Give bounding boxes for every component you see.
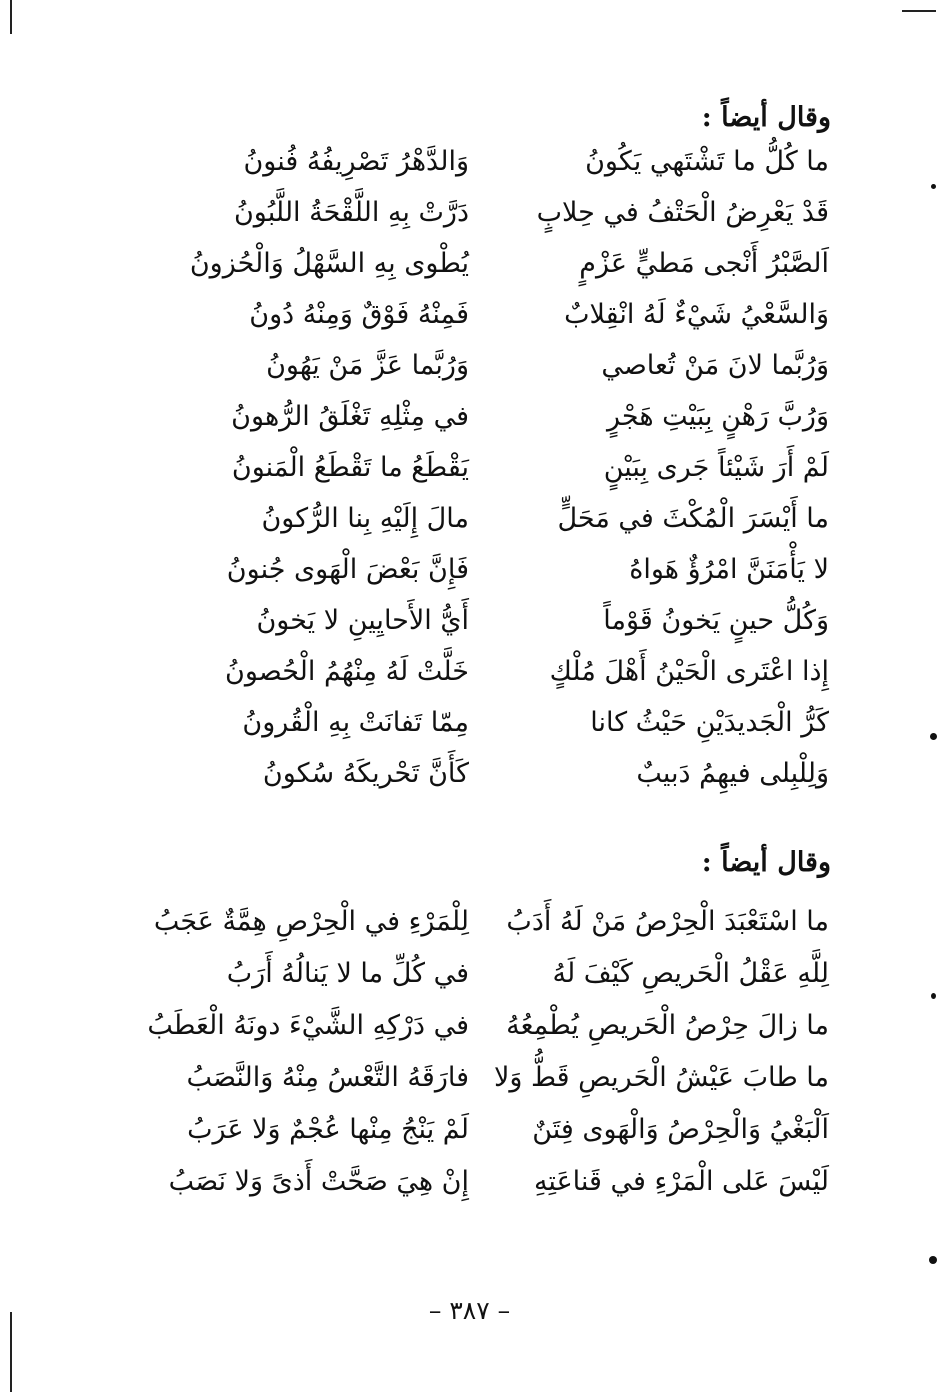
verse (0, 954, 939, 994)
page-edge-line-top-left (10, 0, 12, 34)
verse-second-hemistich: في كُلِّ ما لا يَنالُهُ أَرَبُ (226, 958, 469, 989)
verse (0, 652, 939, 692)
verse (0, 397, 939, 437)
verse (0, 601, 939, 641)
verse-second-hemistich: وَرُبَّما عَزَّ مَنْ يَهُونُ (266, 350, 469, 381)
verse-first-hemistich: وَالسَّعْيُ شَيْءٌ لَهُ انْقِلابٌ (564, 299, 829, 330)
verse (0, 499, 939, 539)
verse-first-hemistich: وَلِلْبِلى فيهِمُ دَبيبٌ (636, 758, 829, 789)
verse-first-hemistich: وَكُلُّ حينٍ يَخونُ قَوْماً (603, 605, 829, 636)
verse (0, 1110, 939, 1150)
verse-first-hemistich: لِلَّهِ عَقْلُ الْحَريصِ كَيْفَ لَهُ (552, 958, 829, 989)
verse (0, 448, 939, 488)
verse (0, 754, 939, 794)
verse-second-hemistich: فَإِنَّ بَعْضَ الْهَوى جُنونُ (226, 554, 469, 585)
verse (0, 1058, 939, 1098)
verse (0, 193, 939, 233)
verse-second-hemistich: كَأَنَّ تَحْريكَهُ سُكونُ (262, 758, 469, 789)
verse-second-hemistich: مِمّا تَفانَتْ بِهِ الْقُرونُ (242, 707, 469, 738)
poem-heading: وقال أيضاً : (701, 847, 831, 878)
verse-second-hemistich: لَمْ يَنْجُ مِنْها عُجْمٌ وَلا عَرَبُ (187, 1114, 469, 1145)
verse-first-hemistich: لا يَأْمَنَنَّ امْرُؤٌ هَواهُ (629, 554, 829, 585)
verse (0, 1006, 939, 1046)
verse-second-hemistich: أَيُّ الأَحايِينِ لا يَخونُ (256, 605, 469, 636)
verse (0, 346, 939, 386)
verse-second-hemistich: خَلَّتْ لَهُ مِنْهُمُ الْحُصونُ (225, 656, 469, 687)
verse-first-hemistich: ما زالَ حِرْصُ الْحَريصِ يُطْمِعُهُ (506, 1010, 829, 1041)
margin-dot (931, 184, 936, 189)
verse (0, 295, 939, 335)
verse-second-hemistich: يَقْطَعُ ما تَقْطَعُ الْمَنونُ (231, 452, 469, 483)
verse (0, 703, 939, 743)
verse-first-hemistich: إِذا اعْتَرى الْحَيْنُ أَهْلَ مُلْكٍ (549, 656, 829, 687)
verse-first-hemistich: ما طابَ عَيْشُ الْحَريصِ قَطُّ وَلا (493, 1062, 829, 1093)
verse-second-hemistich: لِلْمَرْءِ في الْحِرْصِ هِمَّةٌ عَجَبُ (153, 906, 469, 937)
verse (0, 550, 939, 590)
verse-first-hemistich: لَمْ أَرَ شَيْئاً جَرى بِبَيْنٍ (603, 452, 829, 483)
verse-first-hemistich: وَرُبَّ رَهْنٍ بِبَيْتِ هَجْرٍ (607, 401, 829, 432)
verse-second-hemistich: فَمِنْهُ فَوْقٌ وَمِنْهُ دُونُ (249, 299, 469, 330)
verse (0, 244, 939, 284)
verse (0, 902, 939, 942)
verse-second-hemistich: في مِثْلِهِ تَغْلَقُ الرُّهونُ (231, 401, 469, 432)
verse-first-hemistich: ما كُلُّ ما تَشْتَهي يَكُونُ (585, 146, 829, 177)
verse-second-hemistich: دَرَّتْ بِهِ اللَّقْحَةُ اللَّبُونُ (233, 197, 469, 228)
margin-dot (929, 1256, 937, 1264)
verse-first-hemistich: اَلْبَغْيُ وَالْحِرْصُ وَالْهَوى فِتَنٌ (532, 1114, 829, 1145)
verse-first-hemistich: ما اسْتَعْبَدَ الْحِرْصُ مَنْ لَهُ أَدَبُ (506, 906, 829, 937)
verse-second-hemistich: مالَ إِلَيْهِ بِنا الرُّكونُ (261, 503, 469, 534)
verse-second-hemistich: وَالدَّهْرُ تَصْرِيفُهُ فُنونُ (243, 146, 469, 177)
verse-first-hemistich: ما أَيْسَرَ الْمُكْثَ في مَحَلٍّ (557, 503, 829, 534)
verse-first-hemistich: اَلصَّبْرُ أَنْجى مَطيٍّ عَزْمٍ (579, 248, 829, 279)
page-number: – ٣٨٧ – (428, 1296, 511, 1325)
verse (0, 142, 939, 182)
verse-first-hemistich: كَرُّ الْجَديدَيْنِ حَيْثُ كانا (590, 707, 829, 738)
verse-first-hemistich: لَيْسَ عَلى الْمَرْءِ في قَناعَتِهِ (533, 1166, 829, 1197)
page-edge-line-top-right (902, 10, 936, 12)
verse-second-hemistich: إِنْ هِيَ صَحَّتْ أَذىً وَلا نَصَبُ (168, 1166, 469, 1197)
verse-second-hemistich: فارَقَهُ التَّعْسُ مِنْهُ وَالنَّصَبُ (186, 1062, 469, 1093)
verse-first-hemistich: قَدْ يَعْرِضُ الْحَتْفُ في حِلابٍ (536, 197, 829, 228)
verse (0, 1162, 939, 1202)
verse-second-hemistich: في دَرْكِهِ الشَّيْءَ دونَهُ الْعَطَبُ (147, 1010, 469, 1041)
poem-heading: وقال أيضاً : (701, 102, 831, 133)
verse-second-hemistich: يُطْوى بِهِ السَّهْلُ وَالْحُزونُ (189, 248, 469, 279)
verse-first-hemistich: وَرُبَّما لانَ مَنْ تُعاصي (601, 350, 829, 381)
